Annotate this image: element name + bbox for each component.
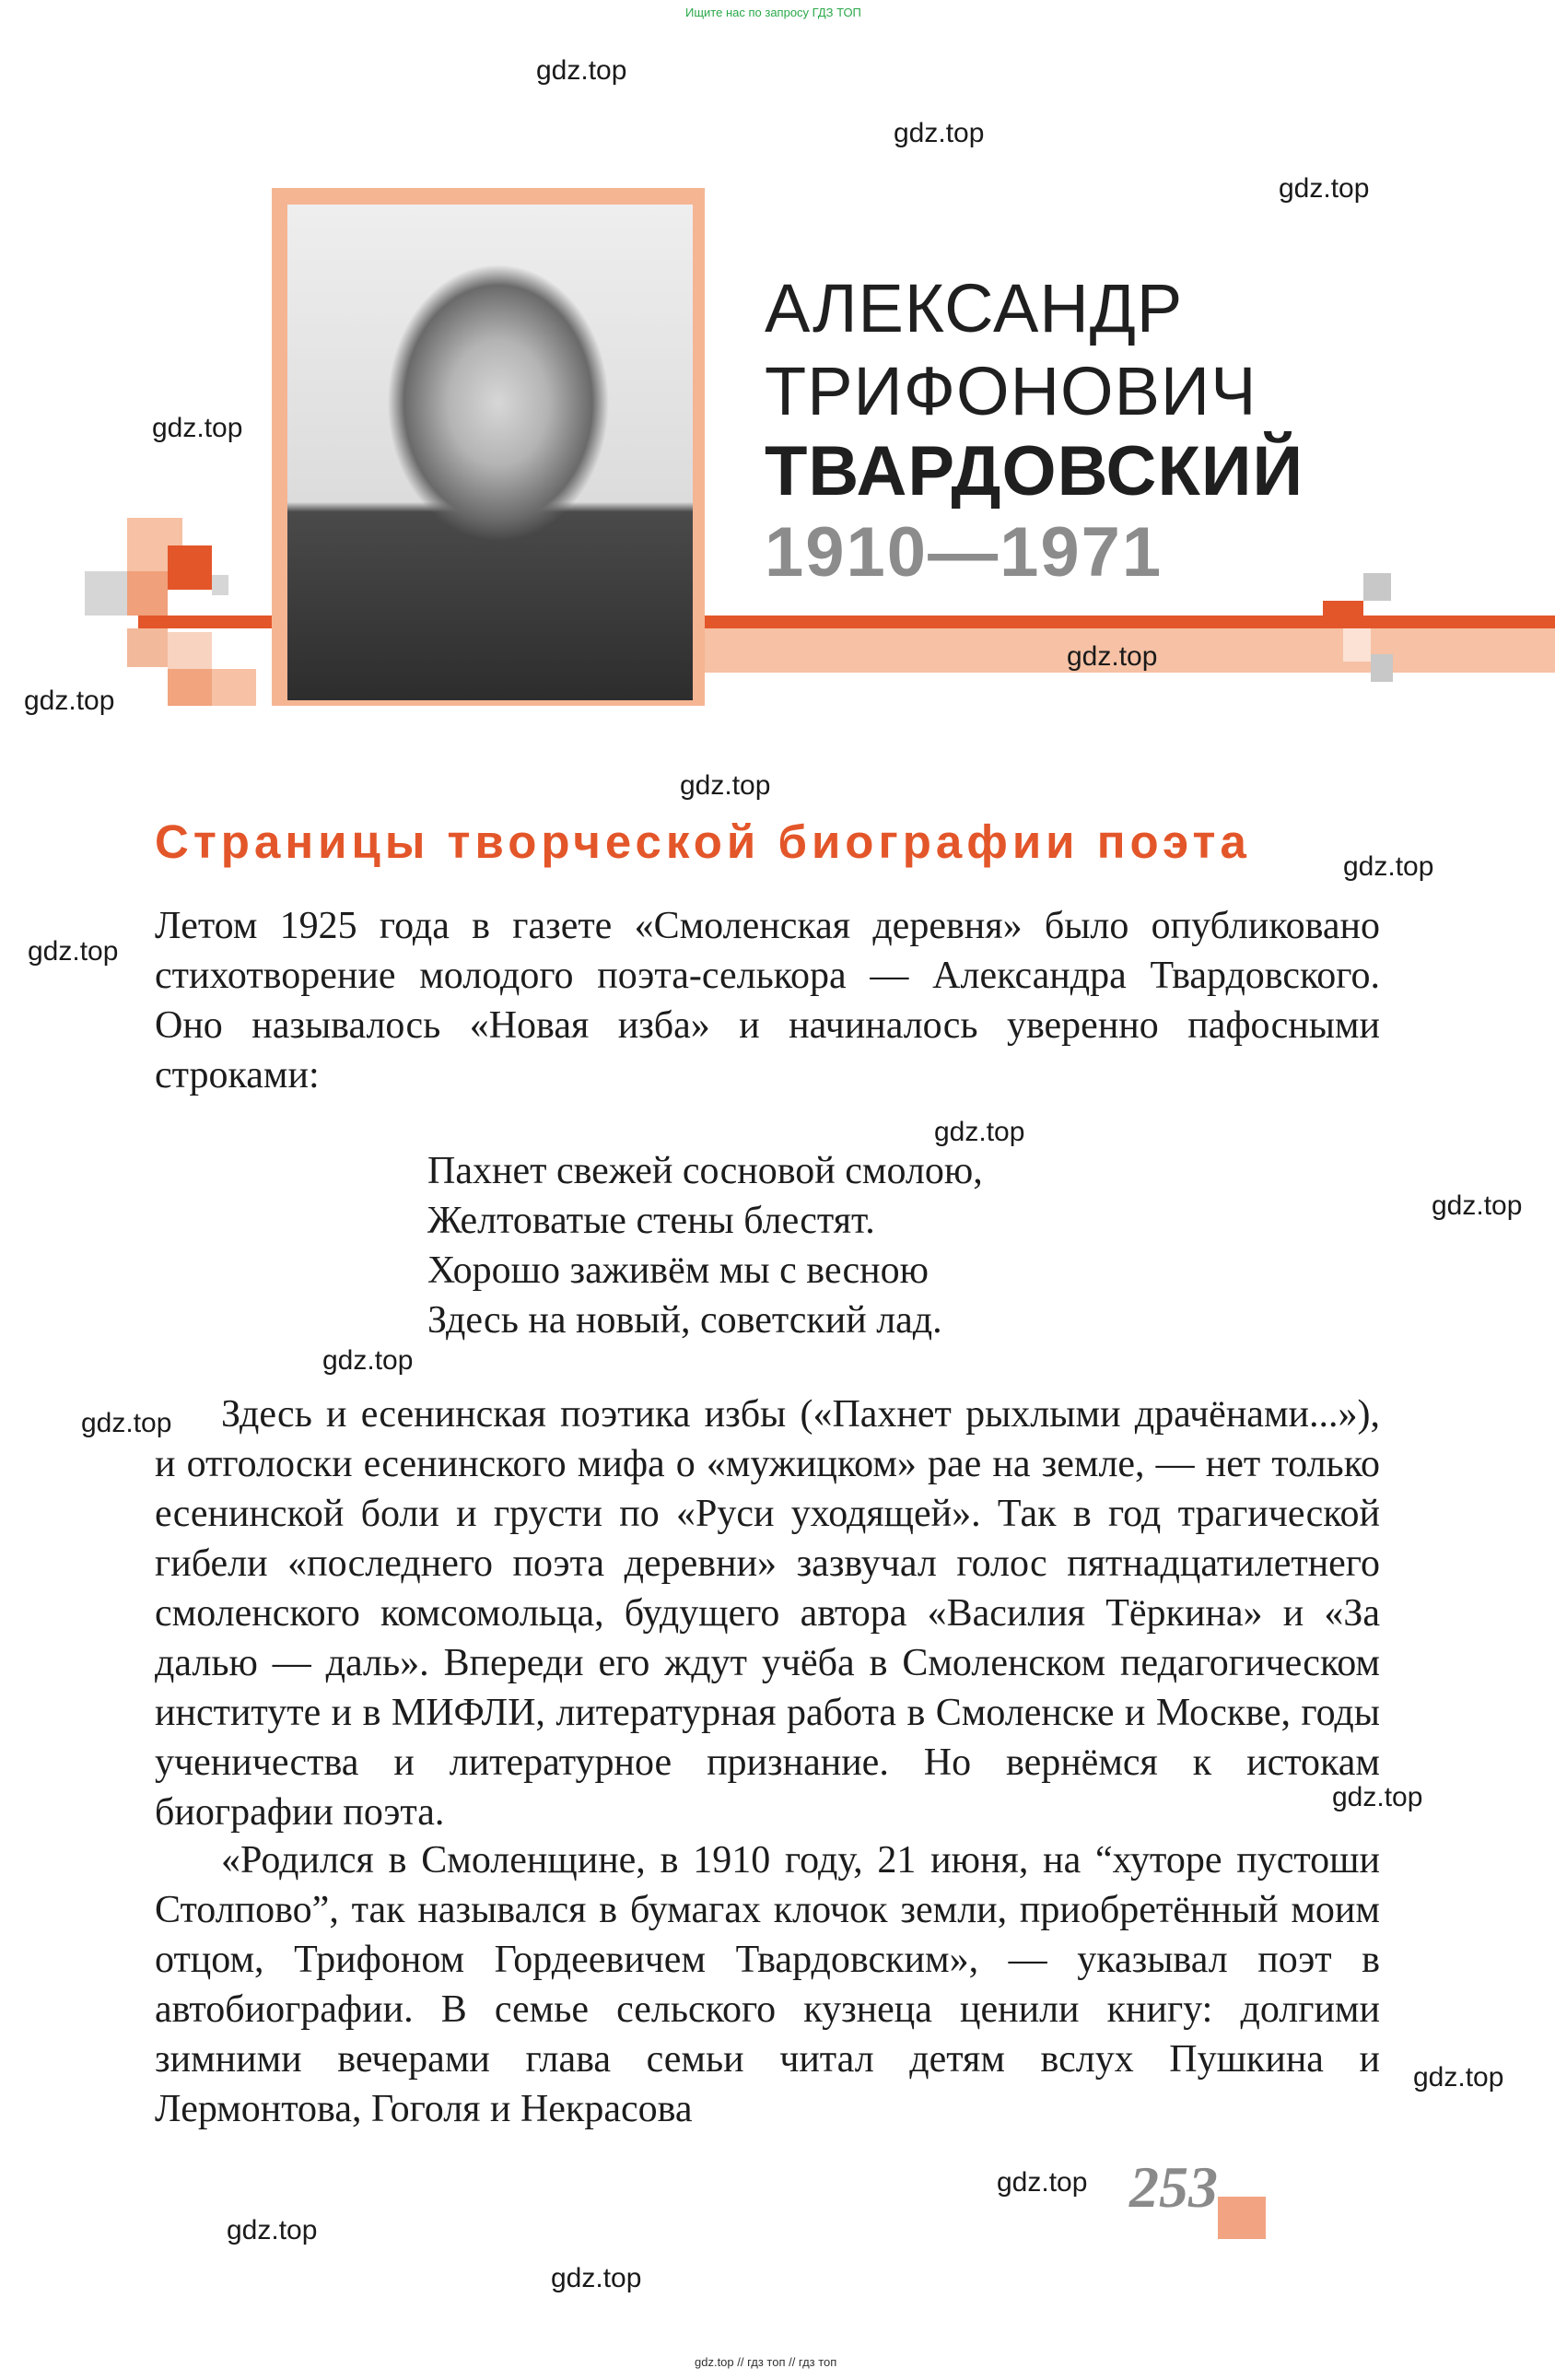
paragraph-text: Летом 1925 года в газете «Смоленская деревня» было опубликовано стихотворение молодого поэта-селькора — Александра Твардовского. Оно называлось «Новая изба» и начиналось уверенно пафосными строками: (155, 905, 1380, 1096)
watermark: gdz.top (28, 936, 119, 967)
watermark: gdz.top (1432, 1190, 1523, 1221)
poem-quote (427, 1146, 983, 1345)
watermark: gdz.top (1067, 641, 1158, 672)
watermark: gdz.top (1343, 851, 1434, 882)
bottom-banner: gdz.top // гдз топ // гдз топ (695, 2355, 837, 2369)
author-patronymic: ТРИФОНОВИЧ (765, 353, 1257, 429)
deco-square (212, 669, 256, 706)
author-portrait (287, 205, 693, 700)
deco-square (1323, 601, 1363, 628)
watermark: gdz.top (894, 118, 985, 148)
poem-line: Пахнет свежей сосновой смолою, (427, 1150, 983, 1192)
deco-square (127, 571, 168, 616)
watermark: gdz.top (1413, 2062, 1504, 2093)
watermark: gdz.top (1279, 173, 1370, 204)
deco-square (212, 575, 228, 595)
deco-square (127, 628, 168, 667)
poem-line: Желтоватые стены блестят. (427, 1200, 875, 1242)
watermark: gdz.top (997, 2167, 1088, 2198)
watermark: gdz.top (934, 1117, 1025, 1147)
page-number-square (1218, 2197, 1266, 2239)
watermark: gdz.top (81, 1408, 172, 1438)
watermark: gdz.top (1332, 1782, 1423, 1812)
paragraph-1 (155, 901, 1380, 1100)
top-banner: Ищите нас по запросу ГДЗ ТОП (685, 6, 861, 19)
author-first-name: АЛЕКСАНДР (765, 270, 1184, 346)
poem-line: Хорошо заживём мы с весною (427, 1249, 929, 1292)
watermark: gdz.top (227, 2215, 318, 2245)
deco-square (1343, 628, 1371, 662)
deco-square (1371, 654, 1393, 682)
paragraph-3 (155, 1835, 1380, 2134)
watermark: gdz.top (551, 2263, 642, 2293)
deco-square (168, 545, 212, 590)
page-number: 253 (1129, 2154, 1218, 2220)
paragraph-text: Здесь и есенинская поэтика избы («Пахнет рыхлыми драчёнами...»), и отголоски есенинского мифа о «мужицком» рае на земле, — нет только есенинской боли и грусти по «Руси уходящей». Так в год трагической гибели «последнего поэта деревни» зазвучал голос пятнадцатилетнего смоленского комсомольца, будущего автора «Василия Тёркина» и «За далью — даль». Впереди его ждут учёба в Смоленском педагогическом институте и в МИФЛИ, литературная работа в Смоленске и Москве, годы ученичества и литературное признание. Но вернёмся к истокам биографии поэта. (155, 1393, 1380, 1834)
section-title: Страницы творческой биографии поэта (155, 815, 1251, 868)
watermark: gdz.top (322, 1345, 414, 1376)
watermark: gdz.top (536, 55, 627, 86)
watermark: gdz.top (152, 413, 243, 443)
poem-line: Здесь на новый, советский лад. (427, 1299, 942, 1342)
deco-square (168, 669, 212, 706)
deco-square (1363, 573, 1391, 601)
author-years: 1910—1971 (765, 513, 1163, 592)
paragraph-2 (155, 1389, 1380, 1837)
paragraph-text: «Родился в Смоленщине, в 1910 году, 21 июня, на “хуторе пустоши Столпово”, так назывался в бумагах клочок земли, приобретённый моим отцом, Трифоном Гордеевичем Твардовским», — указывал поэт в автобиографии. В семье сельского кузнеца ценили книгу: долгими зимними вечерами глава семьи читал детям вслух Пушкина и Лермонтова, Гоголя и Некрасова (155, 1839, 1380, 2130)
watermark: gdz.top (24, 686, 115, 716)
deco-square (85, 571, 129, 616)
deco-square (168, 632, 212, 669)
author-last-name: ТВАРДОВСКИЙ (765, 432, 1304, 510)
watermark: gdz.top (680, 770, 771, 801)
